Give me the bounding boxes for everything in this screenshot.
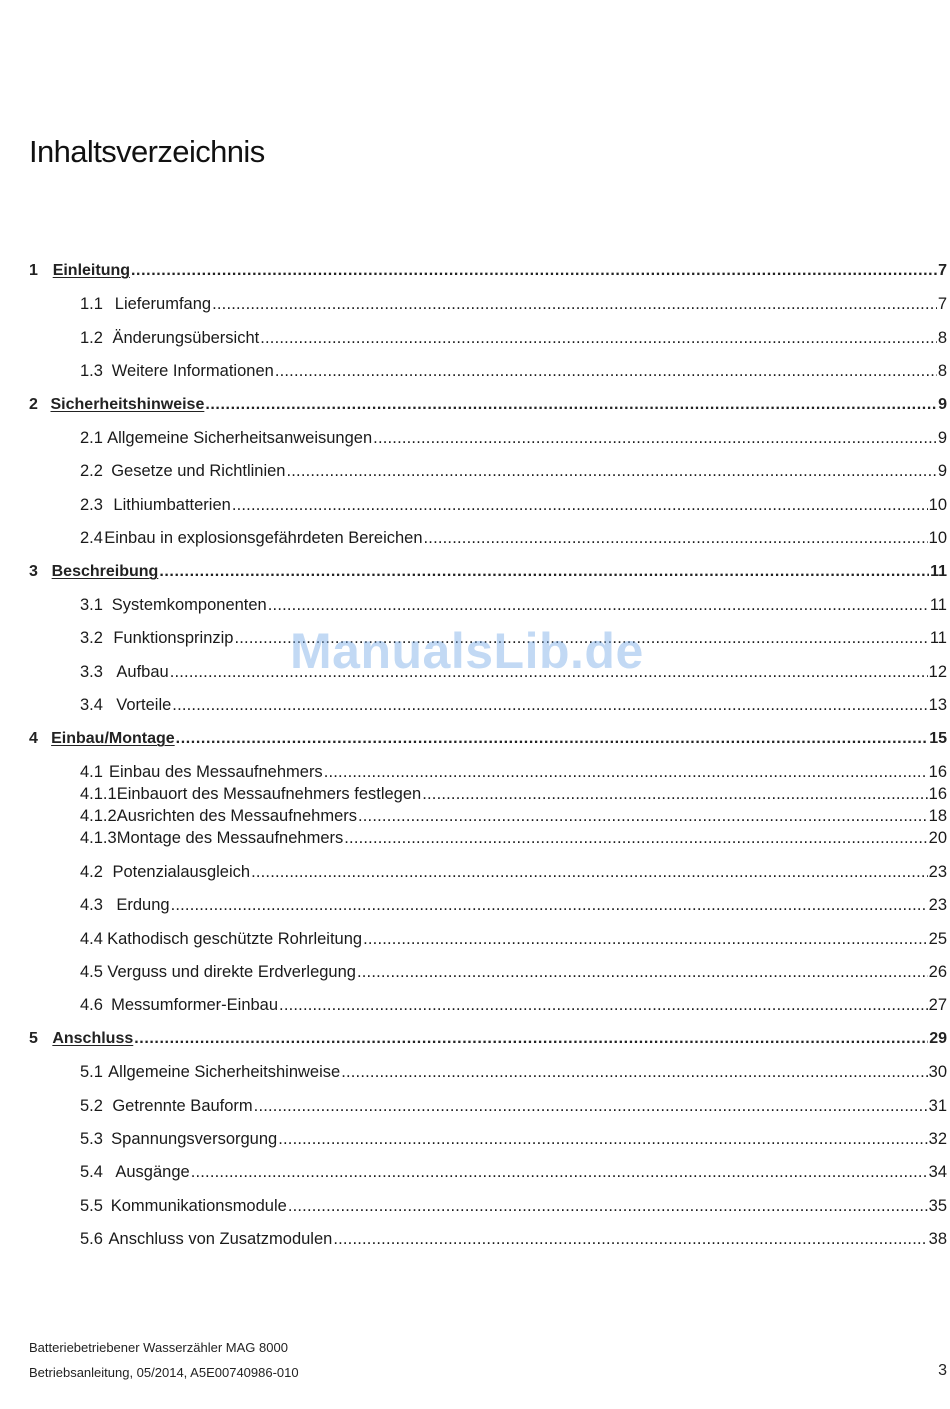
toc-section-2-1[interactable]	[29, 429, 947, 451]
toc-entry-title: Kathodisch geschützte Rohrleitung	[107, 930, 363, 948]
toc-entry-page: 34	[928, 1163, 947, 1181]
toc-dot-leader	[172, 696, 927, 715]
toc-entry-number: 4.6	[80, 996, 103, 1014]
page-title: Inhaltsverzeichnis	[29, 134, 265, 169]
toc-entry-number: 3	[29, 563, 38, 580]
toc-entry-title: Gesetze und Richtlinien	[111, 462, 286, 480]
toc-entry-number: 2.1	[80, 429, 103, 447]
toc-section-4-2[interactable]	[29, 863, 947, 885]
toc-entry-page: 9	[938, 396, 947, 413]
toc-dot-leader	[191, 1163, 928, 1182]
toc-chapter-5[interactable]	[29, 1030, 947, 1052]
toc-entry-page: 20	[928, 829, 947, 847]
toc-entry-title: Sicherheitshinweise	[50, 396, 205, 413]
toc-entry-number: 4.1	[80, 763, 103, 781]
toc-entry-page: 7	[938, 262, 947, 279]
toc-section-3-1[interactable]	[29, 596, 947, 618]
toc-entry-number: 5.5	[80, 1197, 103, 1215]
toc-dot-leader	[251, 863, 928, 882]
toc-dot-leader	[279, 996, 928, 1015]
toc-entry-number: 5.6	[80, 1230, 103, 1248]
toc-entry-page: 18	[928, 807, 947, 825]
toc-entry-number: 3.3	[80, 663, 103, 681]
toc-entry-title: Ausrichten des Messaufnehmers	[116, 807, 357, 825]
toc-dot-leader	[424, 529, 928, 548]
toc-entry-title: Lithiumbatterien	[113, 496, 231, 514]
toc-chapter-1[interactable]	[29, 262, 947, 284]
toc-entry-page: 10	[928, 496, 947, 514]
toc-entry-title: Funktionsprinzip	[113, 629, 234, 647]
toc-entry-number: 4.4	[80, 930, 103, 948]
toc-entry-number: 4.3	[80, 896, 103, 914]
toc-entry-page: 38	[928, 1230, 947, 1248]
toc-dot-leader	[341, 1063, 927, 1082]
toc-entry-number: 5.3	[80, 1130, 103, 1148]
toc-chapter-2[interactable]	[29, 396, 947, 418]
page-number: 3	[938, 1362, 947, 1379]
toc-dot-leader	[131, 262, 937, 280]
toc-entry-number: 4.5	[80, 963, 103, 981]
toc-section-5-1[interactable]	[29, 1063, 947, 1085]
toc-entry-page: 23	[928, 896, 947, 914]
toc-entry-title: Weitere Informationen	[111, 362, 274, 380]
toc-entry-page: 30	[928, 1063, 947, 1081]
toc-entry-title: Aufbau	[116, 663, 169, 681]
toc-entry-page: 23	[928, 863, 947, 881]
toc-section-5-3[interactable]	[29, 1130, 947, 1152]
toc-entry-page: 15	[929, 730, 947, 747]
toc-dot-leader	[373, 429, 937, 448]
toc-entry-number: 4	[29, 730, 38, 747]
toc-section-5-2[interactable]	[29, 1097, 947, 1119]
toc-section-3-4[interactable]	[29, 696, 947, 718]
toc-entry-title: Allgemeine Sicherheitshinweise	[108, 1063, 341, 1081]
toc-dot-leader	[422, 785, 927, 804]
toc-entry-title: Einbau in explosionsgefährdeten Bereichen	[104, 529, 423, 547]
toc-entry-title: Allgemeine Sicherheitsanweisungen	[107, 429, 373, 447]
toc-entry-title: Beschreibung	[51, 563, 159, 580]
toc-entry-page: 9	[937, 462, 947, 480]
toc-section-4-5[interactable]	[29, 963, 947, 985]
toc-section-1-2[interactable]	[29, 329, 947, 351]
toc-entry-number: 2.3	[80, 496, 103, 514]
toc-entry-title: Einleitung	[52, 262, 131, 279]
toc-dot-leader	[357, 963, 928, 982]
toc-section-4-1-3[interactable]	[29, 829, 947, 851]
toc-dot-leader	[286, 462, 936, 481]
toc-entry-page: 11	[929, 596, 947, 614]
toc-entry-number: 3.2	[80, 629, 103, 647]
toc-entry-title: Änderungsübersicht	[112, 329, 260, 347]
toc-section-2-3[interactable]	[29, 496, 947, 518]
toc-dot-leader	[344, 829, 927, 848]
toc-entry-title: Einbau des Messaufnehmers	[108, 763, 323, 781]
toc-dot-leader	[254, 1097, 928, 1116]
footer-product: Batteriebetriebener Wasserzähler MAG 8000	[29, 1340, 288, 1355]
toc-dot-leader	[212, 295, 937, 314]
toc-entry-number: 3.4	[80, 696, 103, 714]
toc-dot-leader	[333, 1230, 927, 1249]
toc-dot-leader	[275, 362, 937, 381]
toc-section-4-1-2[interactable]	[29, 807, 947, 829]
toc-entry-number: 1.1	[80, 295, 103, 313]
toc-entry-title: Vorteile	[116, 696, 172, 714]
toc-entry-page: 8	[937, 362, 947, 380]
toc-entry-page: 25	[928, 930, 947, 948]
toc-entry-number: 4.1.3	[80, 829, 117, 847]
toc-entry-title: Lieferumfang	[114, 295, 212, 313]
toc-entry-title: Erdung	[116, 896, 170, 914]
watermark: ManualsLib.de	[290, 623, 644, 679]
toc-entry-number: 5.4	[80, 1163, 103, 1181]
toc-section-4-1[interactable]	[29, 763, 947, 785]
toc-entry-title: Einbauort des Messaufnehmers festlegen	[116, 785, 422, 803]
toc-entry-page: 26	[928, 963, 947, 981]
toc-dot-leader	[278, 1130, 927, 1149]
toc-dot-leader	[205, 396, 937, 414]
toc-section-4-1-1[interactable]	[29, 785, 947, 807]
toc-entry-page: 9	[937, 429, 947, 447]
toc-dot-leader	[260, 329, 937, 348]
toc-dot-leader	[176, 730, 929, 748]
toc-entry-title: Systemkomponenten	[111, 596, 267, 614]
toc-dot-leader	[159, 563, 929, 581]
toc-entry-number: 1.3	[80, 362, 103, 380]
toc-entry-number: 5.2	[80, 1097, 103, 1115]
toc-dot-leader	[232, 496, 928, 515]
toc-entry-title: Verguss und direkte Erdverlegung	[107, 963, 356, 981]
toc-entry-title: Einbau/Montage	[51, 730, 175, 747]
toc-entry-title: Messumformer-Einbau	[111, 996, 279, 1014]
toc-section-2-2[interactable]	[29, 462, 947, 484]
toc-entry-title: Getrennte Bauform	[112, 1097, 253, 1115]
toc-entry-page: 16	[928, 785, 947, 803]
toc-entry-page: 27	[928, 996, 947, 1014]
toc-section-2-4[interactable]	[29, 529, 947, 551]
toc-entry-number: 5	[29, 1030, 38, 1047]
toc-dot-leader	[134, 1030, 928, 1048]
toc-dot-leader	[324, 763, 928, 782]
toc-section-5-5[interactable]	[29, 1197, 947, 1219]
toc-entry-number: 4.1.2	[80, 807, 117, 825]
toc-entry-page: 35	[928, 1197, 947, 1215]
toc-entry-title: Spannungsversorgung	[111, 1130, 278, 1148]
toc-entry-title: Anschluss	[52, 1030, 134, 1047]
toc-entry-page: 11	[929, 629, 947, 647]
toc-dot-leader	[268, 596, 929, 615]
toc-entry-page: 8	[937, 329, 947, 347]
toc-entry-number: 1.2	[80, 329, 103, 347]
toc-entry-page: 16	[928, 763, 947, 781]
toc-entry-number: 2.2	[80, 462, 103, 480]
toc-entry-number: 2.4	[80, 529, 103, 547]
toc-entry-title: Anschluss von Zusatzmodulen	[108, 1230, 333, 1248]
toc-entry-number: 4.1.1	[80, 785, 117, 803]
toc-entry-title: Montage des Messaufnehmers	[116, 829, 344, 847]
toc-entry-number: 3.1	[80, 596, 103, 614]
toc-entry-page: 32	[928, 1130, 947, 1148]
toc-section-5-4[interactable]	[29, 1163, 947, 1185]
toc-entry-page: 12	[928, 663, 947, 681]
toc-dot-leader	[288, 1197, 928, 1216]
toc-entry-number: 2	[29, 396, 38, 413]
toc-entry-page: 13	[928, 696, 947, 714]
footer-manual: Betriebsanleitung, 05/2014, A5E00740986-010	[29, 1365, 299, 1380]
toc-entry-title: Kommunikationsmodule	[110, 1197, 287, 1215]
toc-section-4-6[interactable]	[29, 996, 947, 1018]
toc-entry-page: 31	[928, 1097, 947, 1115]
toc-entry-number: 5.1	[80, 1063, 103, 1081]
toc-dot-leader	[171, 896, 928, 915]
toc-entry-number: 4.2	[80, 863, 103, 881]
toc-dot-leader	[363, 930, 928, 949]
toc-section-4-4[interactable]	[29, 930, 947, 952]
toc-dot-leader	[358, 807, 928, 826]
toc-chapter-4[interactable]	[29, 730, 947, 752]
toc-entry-title: Potenzialausgleich	[112, 863, 251, 881]
toc-entry-page: 11	[930, 563, 947, 580]
toc-section-5-6[interactable]	[29, 1230, 947, 1252]
toc-section-1-3[interactable]	[29, 362, 947, 384]
toc-chapter-3[interactable]	[29, 563, 947, 585]
toc-entry-page: 10	[928, 529, 947, 547]
toc-entry-number: 1	[29, 262, 38, 279]
toc-section-4-3[interactable]	[29, 896, 947, 918]
toc-entry-page: 29	[929, 1030, 947, 1047]
toc-entry-page: 7	[937, 295, 947, 313]
toc-entry-title: Ausgänge	[115, 1163, 190, 1181]
toc-section-1-1[interactable]	[29, 295, 947, 317]
